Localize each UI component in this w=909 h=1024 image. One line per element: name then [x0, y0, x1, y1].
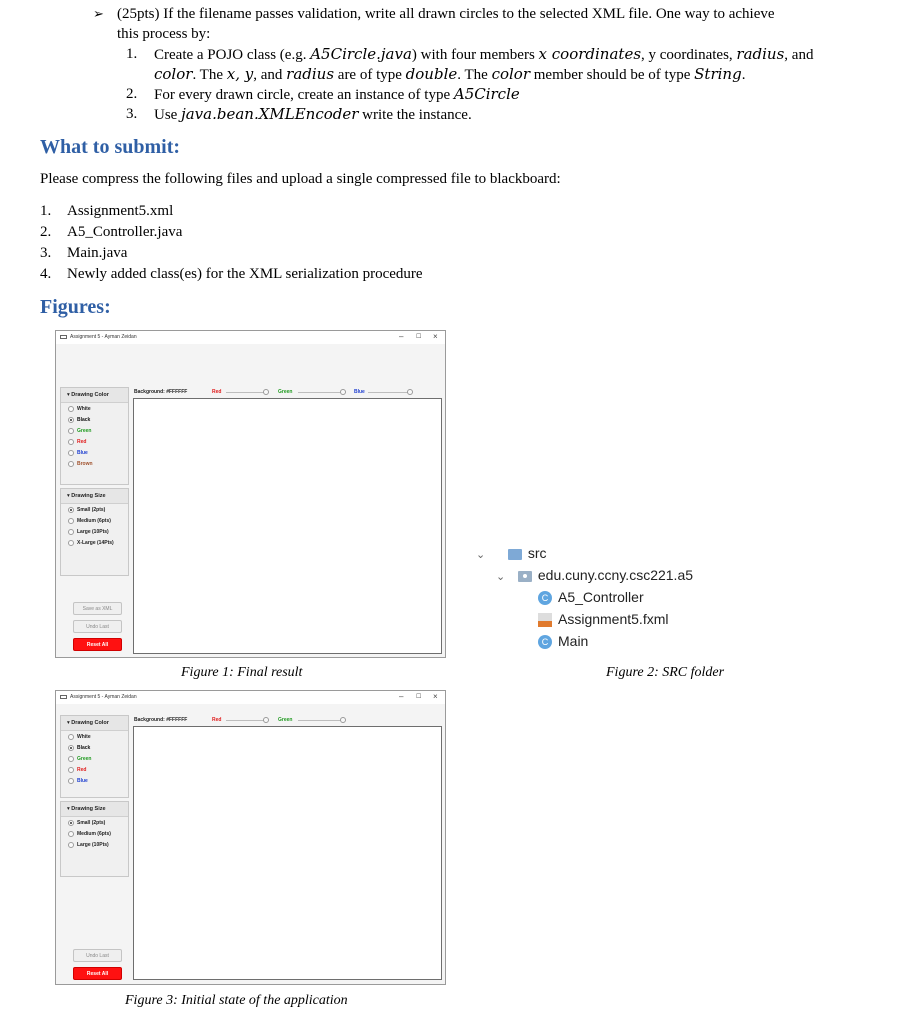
- step-1-line-2: [154, 64, 745, 85]
- close-icon[interactable]: ×: [433, 332, 438, 341]
- radio-label: Blue: [77, 450, 88, 456]
- radio-icon: [68, 406, 74, 412]
- code: String: [694, 65, 742, 83]
- task-line-2: this process by:: [117, 26, 211, 42]
- radio-icon: [68, 756, 74, 762]
- radio-icon: [68, 450, 74, 456]
- green-slider-thumb[interactable]: [340, 717, 346, 723]
- radio-label: Blue: [77, 778, 88, 784]
- green-slider-track[interactable]: [298, 392, 343, 393]
- radio-label: Green: [77, 428, 92, 434]
- code: A5Circle.java: [310, 45, 412, 63]
- blue-slider-track[interactable]: [368, 392, 410, 393]
- background-label: Background: #FFFFFF: [134, 389, 188, 395]
- step-1-num: 1.: [126, 46, 138, 62]
- text: Create a POJO class (e.g.: [154, 47, 311, 63]
- radio-label: Large (10Pts): [77, 842, 109, 848]
- background-label: Background: #FFFFFF: [134, 717, 188, 723]
- list-text: Newly added class(es) for the XML serialization procedure: [67, 266, 423, 282]
- radio-icon: [68, 831, 74, 837]
- radio-icon: [68, 529, 74, 535]
- radio-label: Black: [77, 745, 91, 751]
- color-radio-black[interactable]: [68, 417, 90, 425]
- panel-title: Drawing Size: [71, 493, 106, 499]
- figure-3-window: [55, 690, 446, 985]
- text: . The: [457, 67, 492, 83]
- radio-icon: [68, 820, 74, 826]
- red-slider-track[interactable]: [226, 720, 266, 721]
- tree-row-src[interactable]: [476, 544, 547, 562]
- radio-label: Medium (6pts): [77, 831, 111, 837]
- window-title: Assignment 5 - Ayman Zeidan: [70, 334, 137, 340]
- tree-label: edu.cuny.ccny.csc221.a5: [537, 567, 694, 583]
- size-radio-small[interactable]: [68, 507, 105, 515]
- green-slider-label: Green: [278, 717, 293, 723]
- window-title: Assignment 5 - Ayman Zeidan: [70, 694, 137, 700]
- drawing-size-header[interactable]: ▾ Drawing Size: [61, 489, 128, 504]
- radio-label: Green: [77, 756, 92, 762]
- radio-label: Small (2pts): [77, 820, 106, 826]
- tree-label: Main: [558, 633, 589, 649]
- drawing-size-panel: [60, 801, 129, 877]
- radio-icon: [68, 428, 74, 434]
- tree-label: src: [527, 545, 547, 561]
- tree-label: A5_Controller: [558, 589, 644, 605]
- figure-3-caption: Figure 3: Initial state of the application: [125, 993, 348, 1008]
- minimize-icon[interactable]: –: [399, 332, 404, 341]
- red-slider-label: Red: [212, 389, 222, 395]
- red-slider-thumb[interactable]: [263, 389, 269, 395]
- text: write the instance.: [358, 107, 472, 123]
- folder-icon: [508, 549, 522, 560]
- size-radio-medium[interactable]: [68, 518, 111, 526]
- panel-title: Drawing Size: [71, 806, 106, 812]
- radio-icon: [68, 540, 74, 546]
- tree-row-package[interactable]: [496, 566, 693, 584]
- step-2-num: 2.: [126, 86, 138, 102]
- list-text: A5_Controller.java: [67, 224, 183, 240]
- tree-label: Assignment5.fxml: [558, 611, 669, 627]
- text: .: [741, 67, 746, 83]
- title-bar: [56, 331, 445, 344]
- radio-icon: [68, 518, 74, 524]
- maximize-icon[interactable]: ☐: [416, 334, 422, 340]
- text: . The: [192, 67, 227, 83]
- blue-slider-thumb[interactable]: [407, 389, 413, 395]
- code: double: [405, 65, 458, 83]
- radio-label: Red: [77, 767, 87, 773]
- tree-row-main[interactable]: [538, 632, 588, 650]
- list-num: 2.: [40, 224, 52, 240]
- text: , and: [784, 47, 814, 63]
- drawing-color-header[interactable]: ▾ Drawing Color: [61, 388, 128, 403]
- color-radio-green[interactable]: [68, 756, 91, 764]
- figure-1-window: [55, 330, 446, 658]
- code: java.bean.XMLEncoder: [181, 105, 359, 123]
- color-radio-brown[interactable]: [68, 461, 93, 469]
- text: are of type: [334, 67, 406, 83]
- code: radius: [736, 45, 785, 63]
- radio-icon: [68, 439, 74, 445]
- radio-label: Medium (6pts): [77, 518, 111, 524]
- step-3-num: 3.: [126, 106, 138, 122]
- list-text: Assignment5.xml: [67, 203, 174, 219]
- radio-icon: [68, 767, 74, 773]
- radio-icon: [68, 745, 74, 751]
- radio-icon: [68, 461, 74, 467]
- radio-label: Small (2pts): [77, 507, 106, 513]
- submit-item-1: [40, 201, 174, 221]
- undo-last-button[interactable]: Undo Last: [73, 620, 122, 633]
- color-radio-black[interactable]: [68, 745, 90, 753]
- code: A5Circle: [453, 85, 520, 103]
- text: For every drawn circle, create an instance of type: [154, 87, 454, 103]
- submit-intro: Please compress the following files and upload a single compressed file to blackboard:: [40, 171, 561, 187]
- tree-row-controller[interactable]: [538, 588, 644, 606]
- submit-heading: What to submit:: [40, 136, 181, 158]
- radio-label: Large (10Pts): [77, 529, 109, 535]
- fxml-icon: [538, 613, 552, 627]
- color-radio-red[interactable]: [68, 767, 86, 775]
- color-radio-white[interactable]: [68, 406, 91, 414]
- text: ) with four members: [411, 47, 539, 63]
- submit-item-2: [40, 222, 183, 242]
- radio-icon: [68, 417, 74, 423]
- radio-label: Red: [77, 439, 87, 445]
- green-slider-thumb[interactable]: [340, 389, 346, 395]
- color-radio-green[interactable]: [68, 428, 91, 436]
- red-slider-track[interactable]: [226, 392, 266, 393]
- drawing-color-panel: [60, 715, 129, 798]
- drawing-color-header[interactable]: ▾ Drawing Color: [61, 716, 128, 731]
- radio-label: Brown: [77, 461, 93, 467]
- text: , and: [253, 67, 287, 83]
- code: color: [154, 65, 193, 83]
- color-radio-blue[interactable]: [68, 450, 88, 458]
- radio-icon: [68, 778, 74, 784]
- color-radio-blue[interactable]: [68, 778, 88, 786]
- class-main-icon: C: [538, 635, 552, 649]
- app-icon: [60, 335, 67, 339]
- list-num: 3.: [40, 245, 52, 261]
- figure-2-tree: [470, 544, 750, 660]
- package-icon: [518, 571, 532, 582]
- green-slider-label: Green: [278, 389, 293, 395]
- save-as-xml-button[interactable]: Save as XML: [73, 602, 122, 615]
- panel-title: Drawing Color: [71, 720, 109, 726]
- chevron-down-icon[interactable]: ⌄: [476, 549, 486, 561]
- class-icon: C: [538, 591, 552, 605]
- figures-heading: Figures:: [40, 296, 111, 318]
- undo-last-button[interactable]: Undo Last: [73, 949, 122, 962]
- list-text: Main.java: [67, 245, 128, 261]
- size-radio-medium[interactable]: [68, 831, 111, 839]
- text: , y coordinates,: [641, 47, 737, 63]
- tree-row-fxml[interactable]: [538, 610, 668, 628]
- title-bar: [56, 691, 445, 704]
- text: Use: [154, 107, 182, 123]
- task-bullet: ➢: [93, 6, 104, 21]
- red-slider-label: Red: [212, 717, 222, 723]
- drawing-size-panel: [60, 488, 129, 576]
- size-radio-large[interactable]: [68, 529, 109, 537]
- radio-icon: [68, 507, 74, 513]
- drawing-size-header[interactable]: ▾ Drawing Size: [61, 802, 128, 817]
- step-2-line: [154, 84, 520, 105]
- list-num: 4.: [40, 266, 52, 282]
- reset-all-button[interactable]: Reset All: [73, 638, 122, 651]
- chevron-down-icon[interactable]: ⌄: [496, 571, 506, 583]
- code: radius: [286, 65, 335, 83]
- task-line-1: (25pts) If the filename passes validation, write all drawn circles to the selected XML file. One way to achieve: [117, 6, 775, 22]
- close-icon[interactable]: ×: [433, 692, 438, 701]
- blue-slider-label: Blue: [354, 389, 365, 395]
- size-radio-small[interactable]: [68, 820, 105, 828]
- step-1-line-1: [154, 44, 813, 65]
- color-radio-red[interactable]: [68, 439, 86, 447]
- color-radio-white[interactable]: [68, 734, 91, 742]
- drawing-canvas[interactable]: [133, 726, 442, 980]
- code: color: [491, 65, 530, 83]
- green-slider-track[interactable]: [298, 720, 343, 721]
- size-radio-xlarge[interactable]: [68, 540, 114, 548]
- submit-item-4: [40, 264, 423, 284]
- drawing-color-panel: [60, 387, 129, 485]
- radio-label: X-Large (14Pts): [77, 540, 114, 546]
- radio-label: Black: [77, 417, 91, 423]
- list-num: 1.: [40, 203, 52, 219]
- panel-title: Drawing Color: [71, 392, 109, 398]
- figure-2-caption: Figure 2: SRC folder: [606, 665, 725, 680]
- app-icon: [60, 695, 67, 699]
- radio-label: White: [77, 406, 91, 412]
- code: x, y: [226, 65, 254, 83]
- figure-1-caption: Figure 1: Final result: [181, 665, 303, 680]
- radio-icon: [68, 734, 74, 740]
- radio-icon: [68, 842, 74, 848]
- drawing-canvas[interactable]: [133, 398, 442, 654]
- submit-item-3: [40, 243, 128, 263]
- radio-label: White: [77, 734, 91, 740]
- code: x coordinates: [538, 45, 642, 63]
- step-3-line: [154, 104, 472, 125]
- size-radio-large[interactable]: [68, 842, 109, 850]
- text: member should be of type: [530, 67, 695, 83]
- minimize-icon[interactable]: –: [399, 692, 404, 701]
- red-slider-thumb[interactable]: [263, 717, 269, 723]
- maximize-icon[interactable]: ☐: [416, 694, 422, 700]
- reset-all-button[interactable]: Reset All: [73, 967, 122, 980]
